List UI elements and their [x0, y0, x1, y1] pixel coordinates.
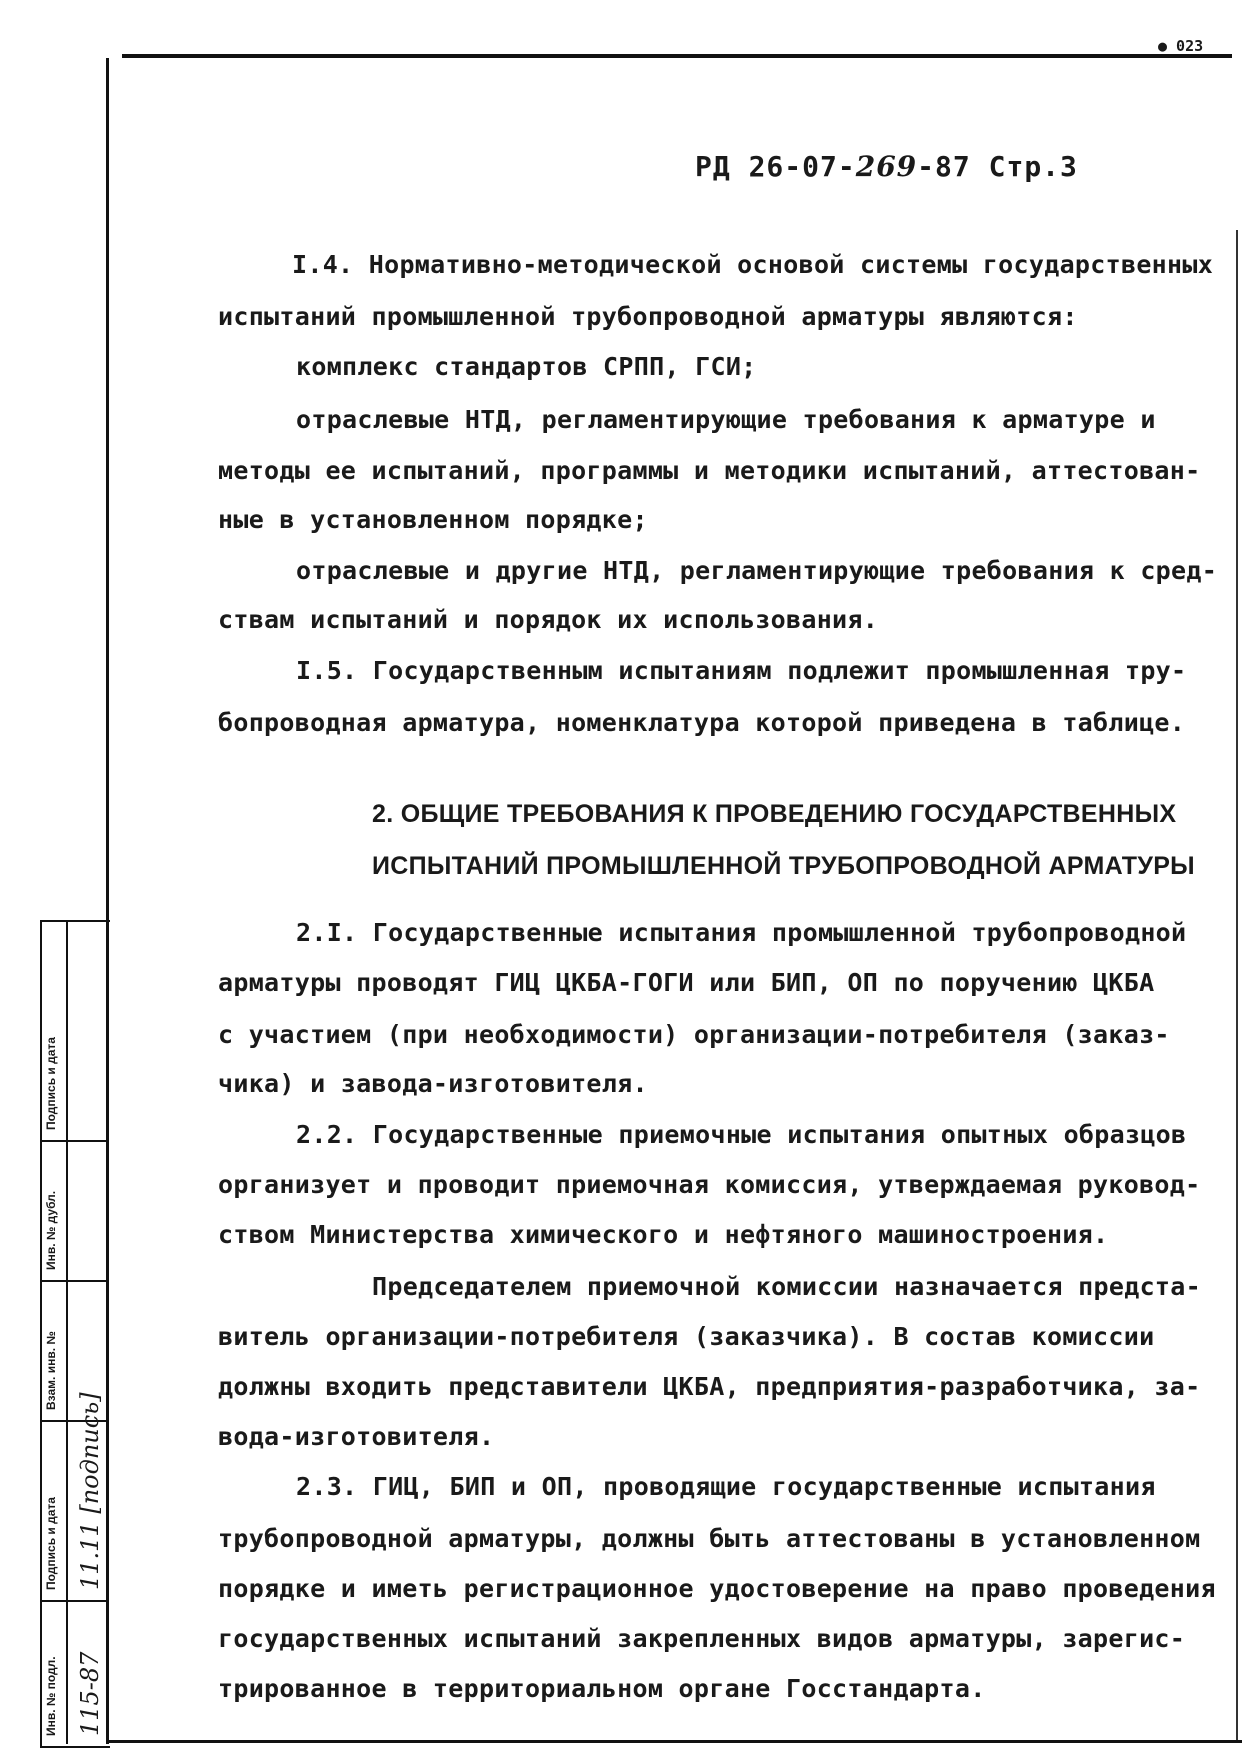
text-line: с участием (при необходимости) организации-потребителя (заказ- [218, 1020, 1170, 1049]
stamp-label-original-inv: Инв. № подл. [44, 1656, 58, 1736]
stamp-divider [40, 1600, 108, 1602]
stamp-label-duplicate-inv: Инв. № дубл. [44, 1190, 58, 1270]
document-header [695, 150, 1078, 183]
text-line: 2.2. Государственные приемочные испытания опытных образцов [296, 1120, 1187, 1149]
text-line: организует и проводит приемочная комиссия, утверждаемая руковод- [218, 1170, 1201, 1199]
stamp-divider [66, 920, 68, 1744]
section-heading: ИСПЫТАНИЙ ПРОМЫШЛЕННОЙ ТРУБОПРОВОДНОЙ АРМАТУРЫ [372, 852, 1195, 880]
text-line: бопроводная арматура, номенклатура которой приведена в таблице. [218, 708, 1186, 737]
stamp-handwritten-inv-number: 115-87 [76, 1651, 104, 1736]
header-prefix: РД 26-07- [695, 150, 856, 183]
text-line: порядке и иметь регистрационное удостоверение на право проведения [218, 1574, 1216, 1603]
stamp-label-replacement-inv: Взам. инв. № [44, 1331, 58, 1410]
stamp-label-signature-date: Подпись и дата [44, 1037, 58, 1130]
text-line: отраслевые и другие НТД, регламентирующие требования к сред- [296, 556, 1218, 585]
text-line: ные в установленном порядке; [218, 505, 648, 534]
text-line: трированное в территориальном органе Госстандарта. [218, 1674, 986, 1703]
corner-mark: ● 023 [1158, 37, 1204, 55]
stamp-handwritten-date: 11.11 [подпись] [76, 1392, 104, 1590]
text-line: ствам испытаний и порядок их использования. [218, 605, 879, 634]
text-line: I.5. Государственным испытаниям подлежит промышленная тру- [296, 656, 1187, 685]
text-line: комплекс стандартов СРПП, ГСИ; [296, 352, 757, 381]
text-line: арматуры проводят ГИЦ ЦКБА-ГОГИ или БИП, ОП по поручению ЦКБА [218, 968, 1155, 997]
text-line: I.4. Нормативно-методической основой системы государственных [292, 250, 1214, 279]
frame-bottom-rule [106, 1740, 1242, 1743]
text-line: витель организации-потребителя (заказчика). В состав комиссии [218, 1322, 1155, 1351]
text-line: чика) и завода-изготовителя. [218, 1069, 648, 1098]
text-line: испытаний промышленной трубопроводной арматуры являются: [218, 302, 1078, 331]
header-suffix: -87 Стр.3 [917, 150, 1078, 183]
text-line: государственных испытаний закрепленных видов арматуры, зарегис- [218, 1624, 1186, 1653]
text-line: должны входить представители ЦКБА, предприятия-разработчика, за- [218, 1372, 1201, 1401]
frame-top-rule [122, 54, 1232, 58]
stamp-divider [40, 1280, 108, 1282]
text-line: 2.I. Государственные испытания промышленной трубопроводной [296, 918, 1187, 947]
text-line: Председателем приемочной комиссии назначается предста- [372, 1272, 1201, 1301]
text-line: методы ее испытаний, программы и методики испытаний, аттестован- [218, 456, 1201, 485]
header-number: 269 [855, 150, 918, 183]
frame-right-rule [1236, 230, 1238, 1740]
text-line: ством Министерства химического и нефтяного машиностроения. [218, 1220, 1109, 1249]
text-line: трубопроводной арматуры, должны быть аттестованы в установленном [218, 1524, 1201, 1553]
text-line: 2.3. ГИЦ, БИП и ОП, проводящие государственные испытания [296, 1472, 1156, 1501]
text-line: отраслевые НТД, регламентирующие требования к арматуре и [296, 405, 1156, 434]
section-heading: 2. ОБЩИЕ ТРЕБОВАНИЯ К ПРОВЕДЕНИЮ ГОСУДАРСТВЕННЫХ [372, 800, 1177, 828]
stamp-divider [40, 1140, 108, 1142]
text-line: вода-изготовителя. [218, 1422, 495, 1451]
stamp-label-signature-date-original: Подпись и дата [44, 1497, 58, 1590]
